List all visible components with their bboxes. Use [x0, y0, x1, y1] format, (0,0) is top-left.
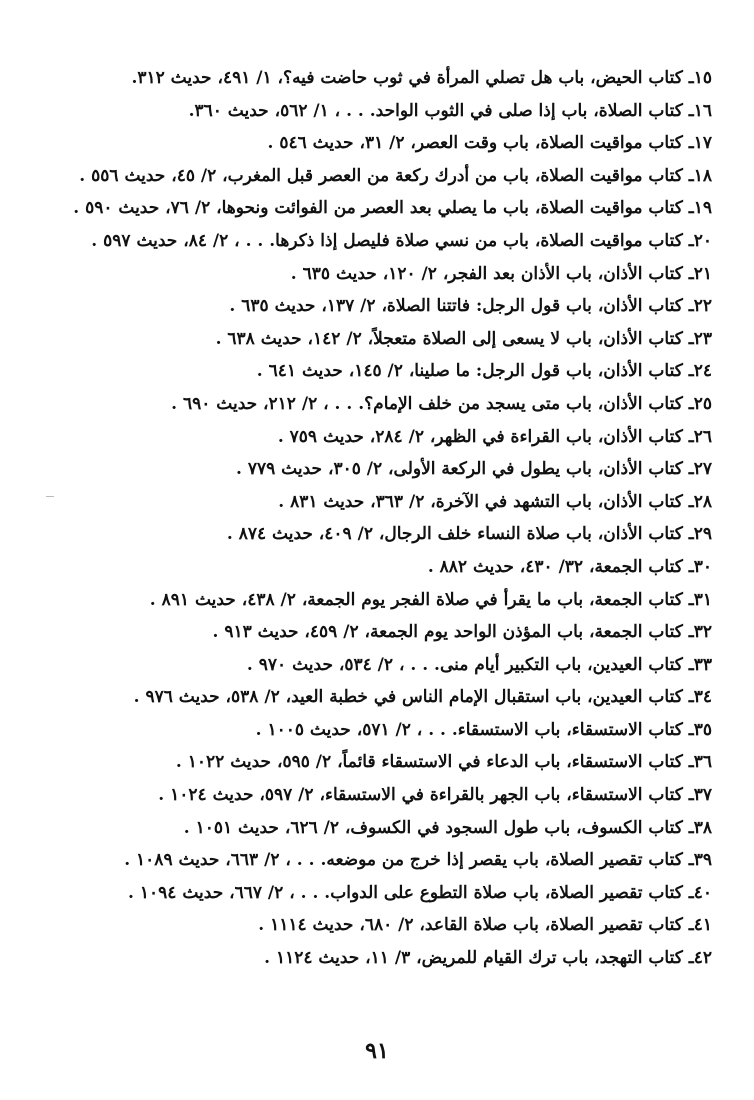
entry-text: كتاب الجمعة، باب ما يقرأ في صلاة الفجر يوم الجمعة، ٢/ ٤٣٨، حديث ٨٩١ . — [149, 589, 683, 610]
list-item — [62, 844, 712, 877]
list-item — [62, 192, 712, 225]
entry-text: كتاب الأذان، باب التشهد في الآخرة، ٢/ ٣٦٣، حديث ٨٣١ . — [278, 491, 683, 512]
entry-text: كتاب تقصير الصلاة، باب صلاة التطوع على الدواب. . . ، ٢/ ٦٦٧، حديث ١٠٩٤ . — [128, 882, 683, 903]
list-item — [62, 681, 712, 714]
entry-text: كتاب الاستسقاء، باب الاستسقاء. . . ، ٢/ ٥٧١، حديث ١٠٠٥ . — [255, 719, 683, 740]
entry-number: ١٨ـ — [688, 165, 712, 186]
list-item — [62, 584, 712, 617]
entry-number: ٢٨ـ — [688, 491, 712, 512]
page-number: ٩١ — [365, 1038, 389, 1064]
reference-list — [62, 62, 712, 975]
list-item — [62, 649, 712, 682]
list-item — [62, 62, 712, 95]
entry-number: ١٥ـ — [688, 68, 712, 88]
entry-number: ١٧ـ — [688, 133, 712, 154]
entry-number: ٣٠ـ — [688, 556, 712, 577]
entry-text: كتاب الصلاة، باب إذا صلى في الثوب الواحد. . . ، ١/ ٥٦٢، حديث ٣٦٠. — [188, 100, 683, 121]
entry-text: كتاب الجمعة، باب المؤذن الواحد يوم الجمعة، ٢/ ٤٥٩، حديث ٩١٣ . — [212, 622, 683, 643]
entry-text: كتاب الاستسقاء، باب الجهر بالقراءة في الاستسقاء، ٢/ ٥٩٧، حديث ١٠٢٤ . — [158, 785, 683, 806]
list-item — [62, 746, 712, 779]
entry-text: كتاب الحيض، باب هل تصلي المرأة في ثوب حاضت فيه؟، ١/ ٤٩١، حديث ٣١٢. — [131, 68, 683, 88]
entry-number: ٢٩ـ — [688, 524, 712, 545]
entry-number: ٢٣ـ — [688, 328, 712, 349]
list-item — [62, 160, 712, 193]
entry-text: كتاب العيدين، باب التكبير أيام منى. . . ، ٢/ ٥٣٤، حديث ٩٧٠ . — [246, 654, 683, 675]
entry-text: كتاب مواقيت الصلاة، باب من أدرك ركعة من العصر قبل المغرب، ٢/ ٤٥، حديث ٥٥٦ . — [79, 165, 683, 186]
list-item — [62, 518, 712, 551]
list-item — [62, 258, 712, 291]
entry-number: ٢٥ـ — [688, 393, 712, 414]
entry-text: كتاب الأذان، باب لا يسعى إلى الصلاة متعجلاً، ٢/ ١٤٢، حديث ٦٣٨ . — [215, 328, 683, 349]
entry-number: ١٩ـ — [688, 198, 712, 219]
entry-number: ٣٩ـ — [688, 850, 712, 871]
entry-text: كتاب الأذان، باب قول الرجل: ما صلينا، ٢/ ١٤٥، حديث ٦٤١ . — [256, 361, 683, 382]
entry-text: كتاب الكسوف، باب طول السجود في الكسوف، ٢/ ٦٢٦، حديث ١٠٥١ . — [183, 817, 683, 838]
entry-number: ٣٨ـ — [688, 817, 712, 838]
entry-number: ٢٧ـ — [688, 459, 712, 480]
entry-text: كتاب مواقيت الصلاة، باب من نسي صلاة فليصل إذا ذكرها. . . ، ٢/ ٨٤، حديث ٥٩٧ . — [91, 230, 683, 251]
list-item — [62, 877, 712, 910]
list-item — [62, 812, 712, 845]
list-item — [62, 551, 712, 584]
list-item — [62, 942, 712, 975]
list-item — [62, 486, 712, 519]
list-item — [62, 127, 712, 160]
entry-number: ٢٦ـ — [688, 426, 712, 447]
entry-text: كتاب مواقيت الصلاة، باب ما يصلي بعد العصر من الفوائت ونحوها، ٢/ ٧٦، حديث ٥٩٠ . — [73, 198, 683, 219]
entry-number: ٢١ـ — [688, 263, 712, 284]
list-item — [62, 909, 712, 942]
list-item — [62, 290, 712, 323]
list-item — [62, 714, 712, 747]
entry-text: كتاب الأذان، باب الأذان بعد الفجر، ٢/ ١٢٠، حديث ٦٣٥ . — [290, 263, 683, 284]
entry-number: ٣١ـ — [688, 589, 712, 610]
entry-text: كتاب تقصير الصلاة، باب يقصر إذا خرج من موضعه. . . ، ٢/ ٦٦٣، حديث ١٠٨٩ . — [124, 850, 683, 871]
entry-number: ٤٠ـ — [688, 882, 712, 903]
margin-mark — [46, 496, 54, 497]
entry-number: ٤١ـ — [688, 915, 712, 936]
entry-number: ٣٣ـ — [688, 654, 712, 675]
list-item — [62, 355, 712, 388]
entry-number: ٤٢ـ — [688, 948, 712, 969]
list-item — [62, 95, 712, 128]
entry-number: ٢٢ـ — [688, 296, 712, 317]
entry-number: ٣٦ـ — [688, 752, 712, 773]
list-item — [62, 616, 712, 649]
entry-number: ٣٧ـ — [688, 785, 712, 806]
list-item — [62, 225, 712, 258]
entry-number: ٣٤ـ — [688, 687, 712, 708]
entry-number: ٣٥ـ — [688, 719, 712, 740]
entry-text: كتاب تقصير الصلاة، باب صلاة القاعد، ٢/ ٦٨٠، حديث ١١١٤ . — [258, 915, 683, 936]
list-item — [62, 421, 712, 454]
entry-text: كتاب الأذان، باب صلاة النساء خلف الرجال، ٢/ ٤٠٩، حديث ٨٧٤ . — [226, 524, 683, 545]
entry-text: كتاب مواقيت الصلاة، باب وقت العصر، ٢/ ٣١، حديث ٥٤٦ . — [267, 133, 683, 154]
entry-text: كتاب الجمعة، ٣٢/ ٤٣٠، حديث ٨٨٢ . — [427, 556, 683, 577]
list-item — [62, 388, 712, 421]
list-item — [62, 323, 712, 356]
entry-text: كتاب الاستسقاء، باب الدعاء في الاستسقاء قائماً، ٢/ ٥٩٥، حديث ١٠٢٢ . — [175, 752, 683, 773]
entry-text: كتاب الأذان، باب قول الرجل: فاتتنا الصلاة، ٢/ ١٣٧، حديث ٦٣٥ . — [229, 296, 683, 317]
entry-number: ١٦ـ — [688, 100, 712, 121]
entry-text: كتاب العيدين، باب استقبال الإمام الناس في خطبة العيد، ٢/ ٥٣٨، حديث ٩٧٦ . — [133, 687, 683, 708]
entry-number: ٢٠ـ — [688, 230, 712, 251]
entry-text: كتاب الأذان، باب يطول في الركعة الأولى، ٢/ ٣٠٥، حديث ٧٧٩ . — [236, 459, 683, 480]
entry-text: كتاب التهجد، باب ترك القيام للمريض، ٣/ ١١، حديث ١١٢٤ . — [264, 948, 683, 969]
entry-number: ٢٤ـ — [688, 361, 712, 382]
entry-text: كتاب الأذان، باب القراءة في الظهر، ٢/ ٢٨٤، حديث ٧٥٩ . — [277, 426, 683, 447]
entry-text: كتاب الأذان، باب متى يسجد من خلف الإمام؟. . . ، ٢/ ٢١٢، حديث ٦٩٠ . — [171, 393, 683, 414]
entry-number: ٣٢ـ — [688, 622, 712, 643]
list-item — [62, 779, 712, 812]
list-item — [62, 453, 712, 486]
